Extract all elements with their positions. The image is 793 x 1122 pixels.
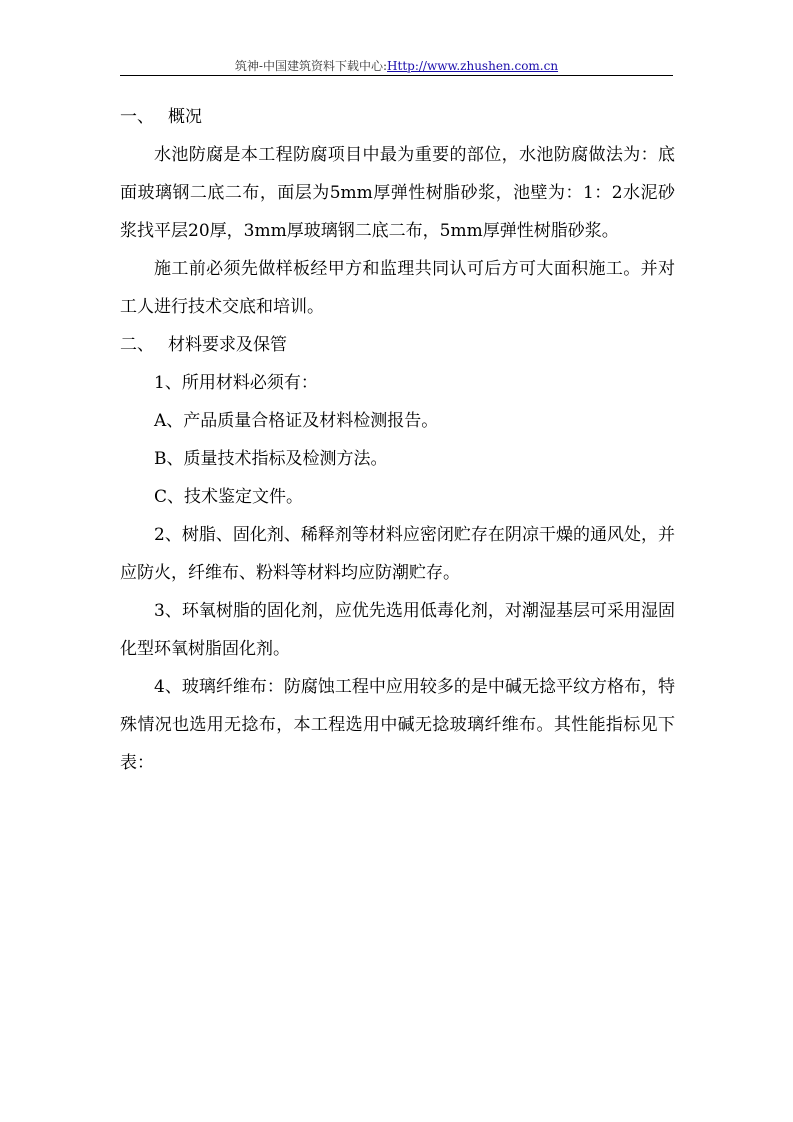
section-heading-overview [120, 98, 675, 136]
paragraph: 2、树脂、固化剂、稀释剂等材料应密闭贮存在阴凉干燥的通风处，并应防火，纤维布、粉料等材料均应防潮贮存。 [120, 525, 675, 583]
paragraph: A、产品质量合格证及材料检测报告。 [154, 411, 439, 431]
document-body [120, 98, 675, 782]
header-divider [120, 75, 673, 76]
paragraph: 3、环氧树脂的固化剂，应优先选用低毒化剂，对潮湿基层可采用湿固化型环氧树脂固化剂。 [120, 601, 675, 659]
paragraph: 水池防腐是本工程防腐项目中最为重要的部位，水池防腐做法为：底面玻璃钢二底二布，面层为5mm厚弹性树脂砂浆，池壁为：1：2水泥砂浆找平层20厚，3mm厚玻璃钢二底二布，5mm厚弹性树脂砂浆。 [120, 145, 675, 241]
section-number: 二、 [120, 335, 154, 355]
paragraph: 4、玻璃纤维布：防腐蚀工程中应用较多的是中碱无捻平纹方格布，特殊情况也选用无捻布，本工程选用中碱无捻玻璃纤维布。其性能指标见下表： [120, 677, 675, 773]
header-site-name: 筑神-中国建筑资料下载中心: [234, 59, 388, 73]
paragraph: B、质量技术指标及检测方法。 [154, 449, 388, 469]
paragraph: 1、所用材料必须有： [154, 373, 318, 393]
section-title: 概况 [168, 107, 202, 127]
page-header [0, 58, 793, 74]
section-title: 材料要求及保管 [168, 335, 287, 355]
header-link[interactable]: Http://www.zhushen.com.cn [387, 59, 559, 73]
paragraph: C、技术鉴定文件。 [154, 487, 304, 507]
paragraph: 施工前必须先做样板经甲方和监理共同认可后方可大面积施工。并对工人进行技术交底和培训。 [120, 259, 675, 317]
section-number: 一、 [120, 107, 154, 127]
section-heading-materials [120, 326, 675, 364]
